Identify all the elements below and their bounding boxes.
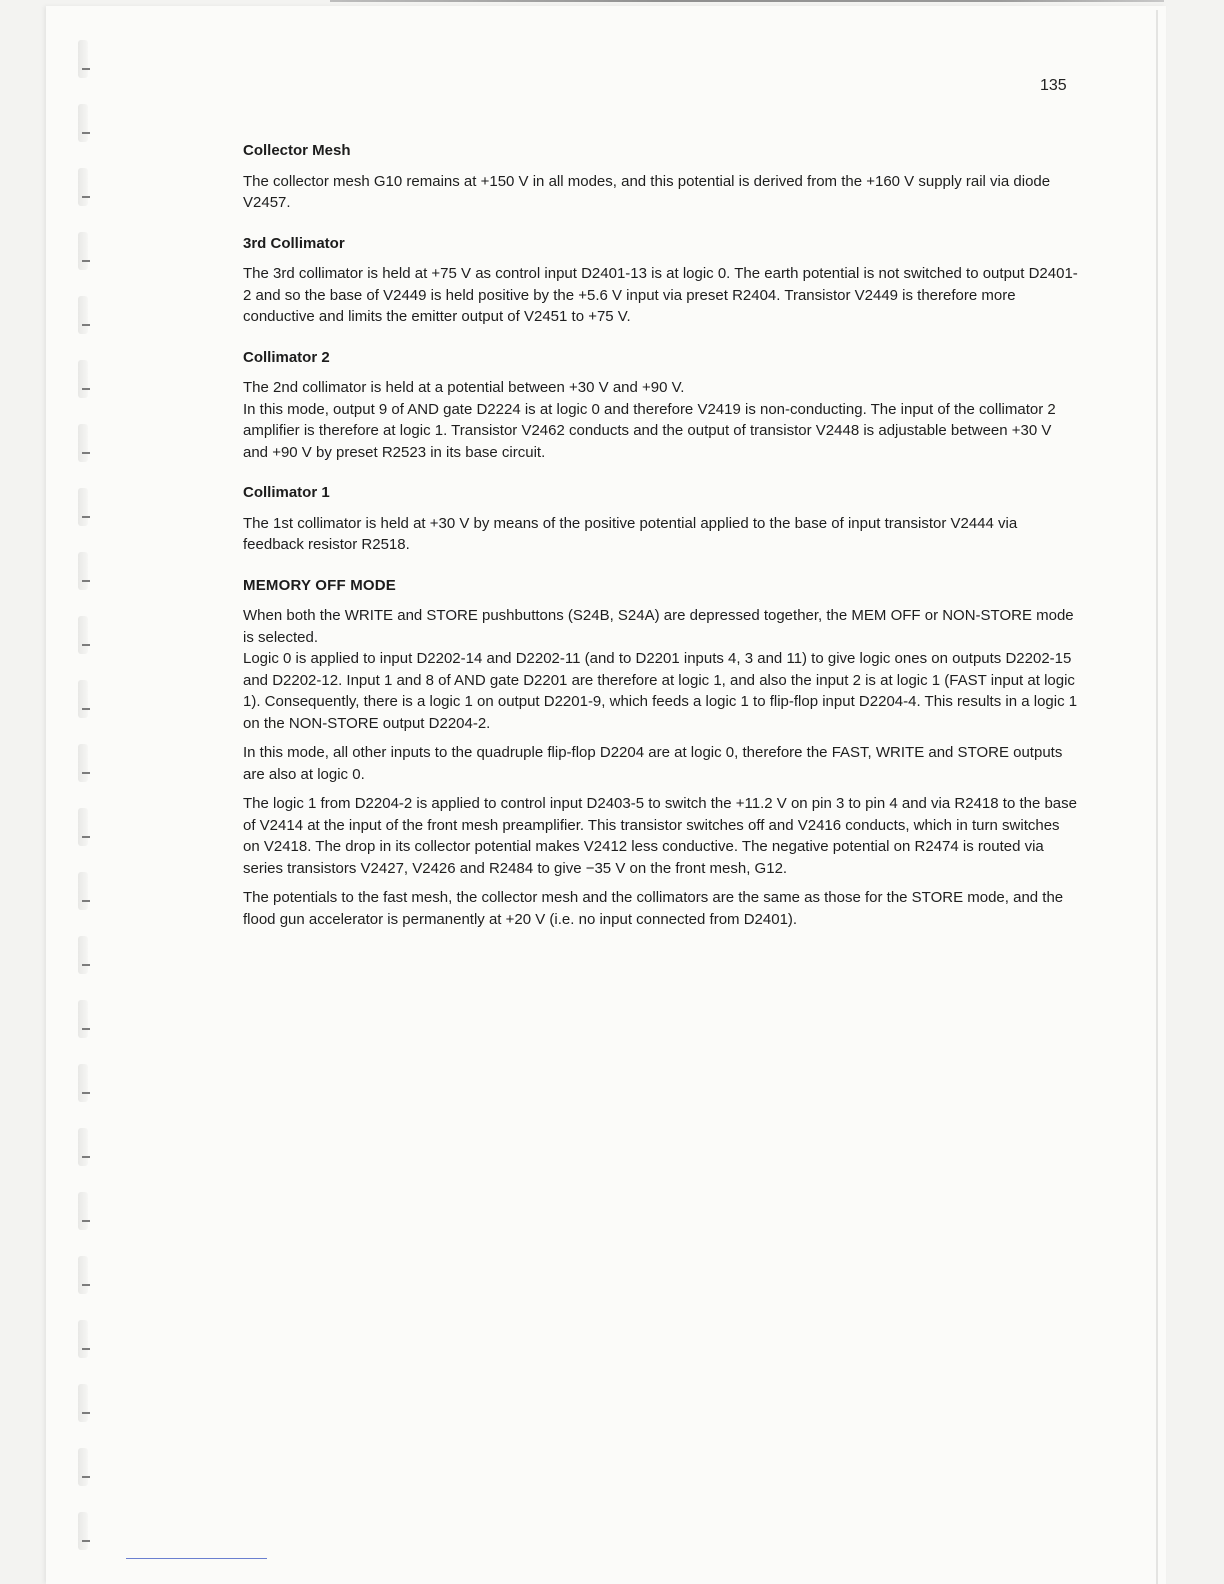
margin-tick	[82, 452, 90, 454]
binding-hole	[78, 1512, 88, 1550]
section-heading: Collimator 2	[243, 348, 330, 366]
paragraph: The 3rd collimator is held at +75 V as control input D2401-13 is at logic 0. The earth potential is not switched to output D2401-2 and so the base of V2449 is held positive by the +5.6 V input via preset R2404. Transistor V2449 is therefore more conductive and limits the emitter output of V2451 to +75 V.	[243, 265, 1078, 325]
section-heading: Collimator 1	[243, 484, 330, 501]
paragraph: The logic 1 from D2204-2 is applied to control input D2403-5 to switch the +11.2 V on pin 3 to pin 4 and via R2418 to the base of V2414 at the input of the front mesh preamplifier. This transistor switches off and V2416 conducts, which in turn switches on V2418. The drop in its collector potential makes V2412 less conductive. The negative potential on R2474 is routed via series transistors V2427, V2426 and R2484 to give −35 V on the front mesh, G12.	[243, 795, 1077, 877]
margin-tick	[82, 324, 90, 326]
binding-hole	[78, 232, 88, 270]
margin-tick	[82, 196, 90, 198]
binding-hole	[78, 552, 88, 590]
section-heading: MEMORY OFF MODE	[243, 576, 396, 594]
binding-holes	[66, 20, 102, 1580]
margin-tick	[82, 516, 90, 518]
binding-hole	[78, 104, 88, 142]
binding-hole	[78, 1384, 88, 1422]
binding-hole	[78, 1192, 88, 1230]
binding-hole	[78, 744, 88, 782]
paragraph: In this mode, all other inputs to the quadruple flip-flop D2204 are at logic 0, therefore the FAST, WRITE and STORE outputs are also at logic 0.	[243, 744, 1063, 783]
section-memory-off-mode	[243, 575, 1078, 931]
paragraph: Logic 0 is applied to input D2202-14 and D2202-11 (and to D2201 inputs 4, 3 and 11) to give logic ones on outputs D2202-15 and D2202-12. Input 1 and 8 of AND gate D2201 are therefore at logic 1, and also the input 2 is at logic 1 (FAST input at logic 1). Consequently, there is a logic 1 on output D2201-9, which feeds a logic 1 to flip-flop input D2204-4. This results in a logic 1 on the NON-STORE output D2204-2.	[243, 650, 1078, 732]
margin-tick	[82, 1092, 90, 1094]
binding-hole	[78, 1256, 88, 1294]
binding-hole	[78, 1448, 88, 1486]
paragraph: The 2nd collimator is held at a potential between +30 V and +90 V.	[243, 379, 685, 396]
footer-rule	[126, 1558, 267, 1559]
margin-tick	[82, 708, 90, 710]
section-collimator-1	[243, 482, 1078, 556]
margin-tick	[82, 132, 90, 134]
binding-hole	[78, 40, 88, 78]
margin-tick	[82, 772, 90, 774]
binding-hole	[78, 1320, 88, 1358]
margin-tick	[82, 1476, 90, 1478]
binding-hole	[78, 168, 88, 206]
paragraph: In this mode, output 9 of AND gate D2224 is at logic 0 and therefore V2419 is non-conducting. The input of the collimator 2 amplifier is therefore at logic 1. Transistor V2462 conducts and the output of transistor V2448 is adjustable between +30 V and +90 V by preset R2523 in its base circuit.	[243, 400, 1056, 461]
section-collimator-2	[243, 347, 1078, 464]
page-edge	[1156, 10, 1158, 1584]
margin-tick	[82, 836, 90, 838]
margin-tick	[82, 1220, 90, 1222]
margin-tick	[82, 1028, 90, 1030]
section-heading: Collector Mesh	[243, 142, 351, 159]
binding-hole	[78, 680, 88, 718]
margin-tick	[82, 900, 90, 902]
margin-tick	[82, 1348, 90, 1350]
binding-hole	[78, 296, 88, 334]
binding-hole	[78, 488, 88, 526]
margin-tick	[82, 580, 90, 582]
document-body	[243, 140, 1078, 949]
margin-tick	[82, 1412, 90, 1414]
binding-hole	[78, 808, 88, 846]
margin-tick	[82, 964, 90, 966]
page-number: 135	[1040, 77, 1067, 94]
binding-hole	[78, 616, 88, 654]
paragraph: When both the WRITE and STORE pushbuttons (S24B, S24A) are depressed together, the MEM OFF or NON-STORE mode is selected.	[243, 607, 1074, 646]
top-rule	[330, 0, 1164, 2]
binding-hole	[78, 936, 88, 974]
binding-hole	[78, 424, 88, 462]
section-3rd-collimator	[243, 233, 1078, 328]
binding-hole	[78, 872, 88, 910]
binding-hole	[78, 1064, 88, 1102]
paragraph: The potentials to the fast mesh, the collector mesh and the collimators are the same as those for the STORE mode, and the flood gun accelerator is permanently at +20 V (i.e. no input connected from D2401).	[243, 889, 1064, 928]
binding-hole	[78, 1128, 88, 1166]
margin-tick	[82, 1156, 90, 1158]
paragraph: The 1st collimator is held at +30 V by means of the positive potential applied to the base of input transistor V2444 via feedback resistor R2518.	[243, 514, 1018, 553]
section-heading: 3rd Collimator	[243, 234, 345, 252]
margin-tick	[82, 1284, 90, 1286]
binding-hole	[78, 360, 88, 398]
margin-tick	[82, 1540, 90, 1542]
margin-tick	[82, 388, 90, 390]
margin-tick	[82, 644, 90, 646]
binding-hole	[78, 1000, 88, 1038]
margin-tick	[82, 68, 90, 70]
section-collector-mesh	[243, 140, 1078, 214]
paragraph: The collector mesh G10 remains at +150 V in all modes, and this potential is derived from the +160 V supply rail via diode V2457.	[243, 172, 1051, 211]
margin-tick	[82, 260, 90, 262]
